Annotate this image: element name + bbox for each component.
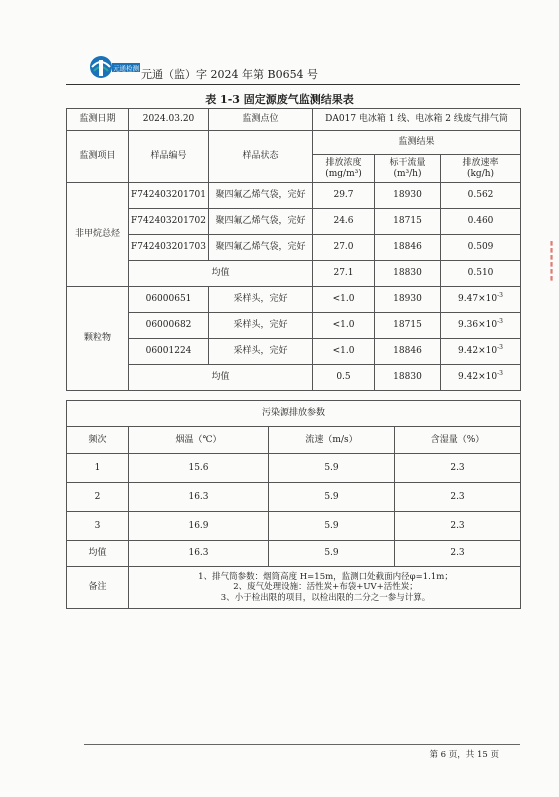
params-row — [67, 512, 521, 541]
conc-value: 29.7 — [313, 183, 375, 209]
sample-state: 采样头，完好 — [209, 313, 313, 339]
flow-value: 18846 — [375, 235, 441, 261]
params-row — [67, 454, 521, 483]
rate-value: $9.36\times 10^{-3}$ — [441, 313, 521, 339]
info-row — [67, 109, 521, 131]
avg-label: 均值 — [129, 261, 313, 287]
sample-no: 06000651 — [129, 287, 209, 313]
conc-value: 24.6 — [313, 209, 375, 235]
params-freq: 均值 — [67, 541, 129, 567]
flow-value: 18715 — [375, 209, 441, 235]
sample-state: 采样头，完好 — [209, 339, 313, 365]
sample-state: 聚四氟乙烯气袋，完好 — [209, 183, 313, 209]
table-row — [67, 235, 521, 261]
params-moisture: 2.3 — [395, 512, 521, 541]
flow-value: 18715 — [375, 313, 441, 339]
params-moisture: 2.3 — [395, 454, 521, 483]
params-col-velocity: 流速（m/s） — [269, 427, 395, 454]
rate-value: $9.42\times 10^{-3}$ — [441, 339, 521, 365]
average-row — [67, 365, 521, 391]
date-label: 监测日期 — [67, 109, 129, 131]
col-rate: 排放速率 (kg/h) — [441, 155, 521, 183]
rate-value: 0.460 — [441, 209, 521, 235]
params-title: 污染源排放参数 — [67, 401, 521, 427]
avg-rate: 0.510 — [441, 261, 521, 287]
conc-value: <1.0 — [313, 339, 375, 365]
params-temp: 16.3 — [129, 541, 269, 567]
average-row — [67, 261, 521, 287]
notes-row — [67, 567, 521, 609]
seal-stamp-edge: ▮▮▮▮▮▮ — [548, 240, 555, 282]
avg-conc: 0.5 — [313, 365, 375, 391]
conc-value: <1.0 — [313, 313, 375, 339]
sample-no: F742403201702 — [129, 209, 209, 235]
params-velocity: 5.9 — [269, 512, 395, 541]
note-line: 1、排气筒参数：烟筒高度 H=15m，监测口处截面内径φ=1.1m； — [198, 572, 453, 583]
company-logo — [88, 54, 140, 80]
flow-value: 18930 — [375, 183, 441, 209]
sample-no: 06001224 — [129, 339, 209, 365]
params-freq: 2 — [67, 483, 129, 512]
note-line: 2、废气处理设施：活性炭+布袋+UV+活性炭； — [233, 582, 418, 593]
params-header-row — [67, 427, 521, 454]
col-flow: 标干流量 (m³/h) — [375, 155, 441, 183]
rate-value: 0.562 — [441, 183, 521, 209]
group-name: 非甲烷总烃 — [67, 183, 129, 287]
params-col-freq: 频次 — [67, 427, 129, 454]
rate-value: 0.509 — [441, 235, 521, 261]
point-label: 监测点位 — [209, 109, 313, 131]
table-row — [67, 287, 521, 313]
params-title-row — [67, 401, 521, 427]
sample-state: 采样头，完好 — [209, 287, 313, 313]
flow-value: 18846 — [375, 339, 441, 365]
group-name: 颗粒物 — [67, 287, 129, 391]
point-value: DA017 电冰箱 1 线、电冰箱 2 线废气排气筒 — [313, 109, 521, 131]
avg-flow: 18830 — [375, 365, 441, 391]
params-velocity: 5.9 — [269, 541, 395, 567]
header-row-1 — [67, 131, 521, 155]
logo-text: 元通检测 — [113, 64, 139, 73]
flow-value: 18930 — [375, 287, 441, 313]
sample-state: 聚四氟乙烯气袋，完好 — [209, 209, 313, 235]
footer-divider — [84, 744, 520, 745]
col-sample-no: 样品编号 — [129, 131, 209, 183]
table-row — [67, 313, 521, 339]
params-temp: 16.3 — [129, 483, 269, 512]
sample-no: 06000682 — [129, 313, 209, 339]
conc-value: <1.0 — [313, 287, 375, 313]
sample-no: F742403201701 — [129, 183, 209, 209]
report-number: 元通（监）字 2024 年第 B0654 号 — [141, 68, 319, 81]
params-moisture: 2.3 — [395, 483, 521, 512]
note-line: 3、小于检出限的项目，以检出限的二分之一参与计算。 — [220, 592, 431, 603]
params-temp: 15.6 — [129, 454, 269, 483]
col-item: 监测项目 — [67, 131, 129, 183]
params-freq: 1 — [67, 454, 129, 483]
conc-value: 27.0 — [313, 235, 375, 261]
params-row — [67, 483, 521, 512]
avg-conc: 27.1 — [313, 261, 375, 287]
params-velocity: 5.9 — [269, 454, 395, 483]
table-row — [67, 339, 521, 365]
params-avg-row — [67, 541, 521, 567]
date-value: 2024.03.20 — [129, 109, 209, 131]
notes-content — [129, 567, 521, 609]
table-row — [67, 209, 521, 235]
params-col-moisture: 含湿量（%） — [395, 427, 521, 454]
params-temp: 16.9 — [129, 512, 269, 541]
header-divider — [66, 84, 520, 85]
col-results: 监测结果 — [313, 131, 521, 155]
avg-label: 均值 — [129, 365, 313, 391]
sample-state: 聚四氟乙烯气袋，完好 — [209, 235, 313, 261]
params-freq: 3 — [67, 512, 129, 541]
params-moisture: 2.3 — [395, 541, 521, 567]
page-number: 第 6 页，共 15 页 — [429, 750, 499, 760]
col-sample-state: 样品状态 — [209, 131, 313, 183]
results-table — [66, 108, 521, 391]
col-conc: 排放浓度 (mg/m³) — [313, 155, 375, 183]
params-col-temp: 烟温（℃） — [129, 427, 269, 454]
table-title: 表 1-3 固定源废气监测结果表 — [205, 93, 354, 106]
rate-value: $9.47\times 10^{-3}$ — [441, 287, 521, 313]
notes-label: 备注 — [67, 567, 129, 609]
params-table — [66, 400, 521, 609]
table-row — [67, 183, 521, 209]
params-velocity: 5.9 — [269, 483, 395, 512]
avg-flow: 18830 — [375, 261, 441, 287]
sample-no: F742403201703 — [129, 235, 209, 261]
avg-rate: $9.42\times 10^{-3}$ — [441, 365, 521, 391]
